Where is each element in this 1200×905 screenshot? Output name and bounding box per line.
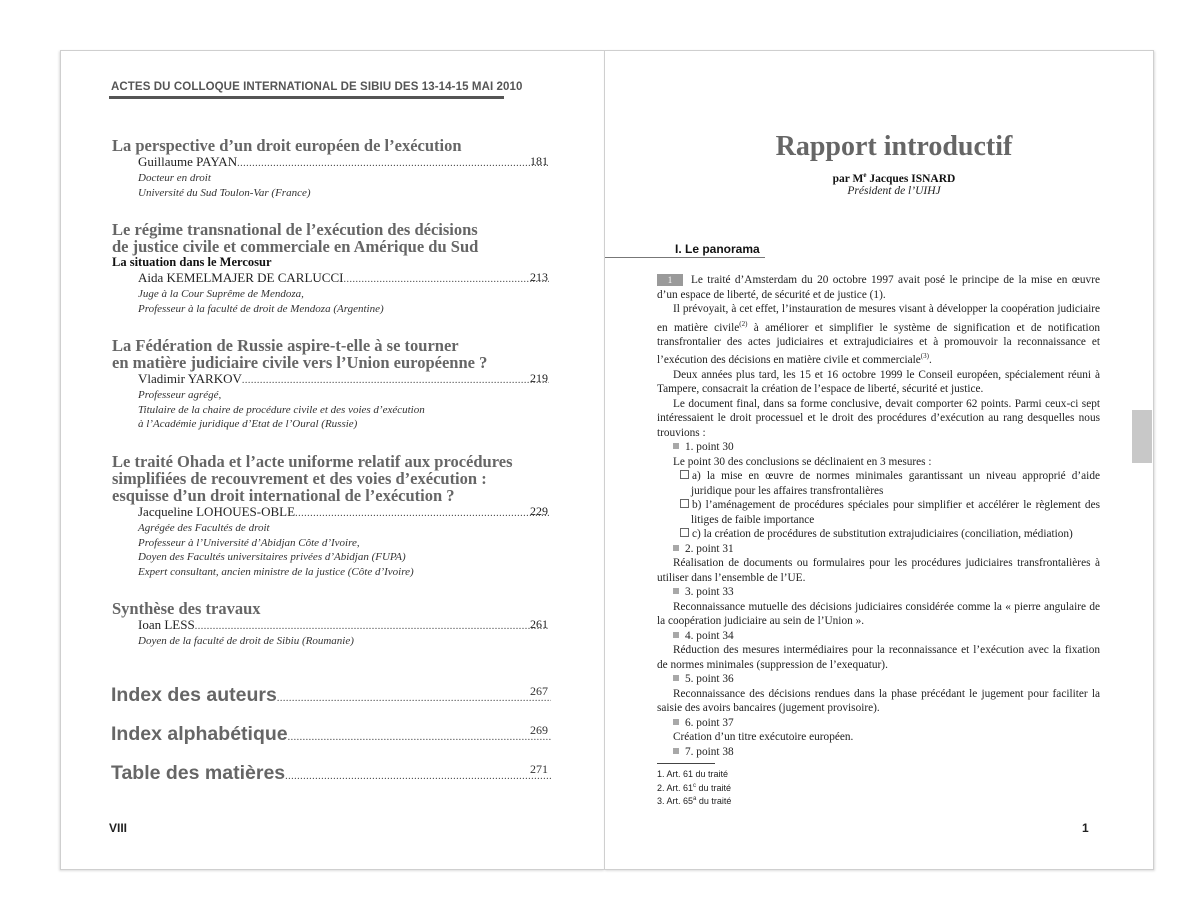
footnote-text: Art. 65 (666, 796, 694, 806)
running-head-rule (109, 96, 504, 99)
footnote-text: Art. 61 (666, 782, 694, 793)
thumb-index-tab (1132, 410, 1152, 463)
toc-entry (112, 137, 552, 200)
paragraph-text: à améliorer et simplifier le système de signification et de notification transfrontalier des actes judiciaires et extrajudiciaires et à promouvoir la reconnaissance et l’exécution des décisions en matière civile et commerciale (657, 321, 1100, 367)
footnote-sup: c (693, 782, 697, 789)
square-bullet-icon (673, 675, 679, 681)
toc-author: Vladimir YARKOV (138, 371, 242, 386)
toc-entry-title: en matière judiciaire civile vers l’Union européenne ? (112, 353, 488, 372)
paragraph: Reconnaissance des décisions rendues dans la phase précédant le jugement pour faciliter la saisie des avoirs bancaires (jugement provisoire). (657, 687, 1100, 715)
toc-affiliation: Agrégée des Facultés de droit (138, 522, 270, 534)
toc-affiliation: Professeur à la faculté de droit de Mendoza (Argentine) (138, 302, 384, 315)
paragraph: Réalisation de documents ou formulaires pour les procédures judiciaires transfrontalières à utiliser dans l’ensemble de l’UE. (657, 557, 1100, 584)
toc-entry-subtitle: La situation dans le Mercosur (112, 255, 272, 269)
list-item-label: 5. point 36 (685, 673, 734, 686)
toc-page-number: 269 (530, 723, 548, 737)
byline (605, 171, 1183, 185)
leader-dots (277, 693, 551, 704)
list-item-label: 2. point 31 (685, 542, 734, 555)
toc-affiliation: Titulaire de la chaire de procédure civile et des voies d’exécution (138, 403, 425, 416)
toc-affiliation: Doyen des Facultés universitaires privées d’Abidjan (FUPA) (138, 551, 406, 563)
toc-index-title: Index alphabétique (111, 723, 288, 745)
leader-dots (285, 771, 551, 782)
toc-page-number: 261 (530, 617, 548, 631)
toc-page-number: 219 (530, 371, 548, 385)
paragraph: Réduction des mesures intermédiaires pour la reconnaissance et l’exécution avec la fixation de normes minimales (suppression de l’exequatur). (657, 644, 1100, 671)
toc-affiliation: Université du Sud Toulon-Var (France) (138, 186, 311, 199)
list-item (657, 542, 1100, 557)
list-item (657, 629, 1100, 644)
checkbox-square-icon (680, 499, 689, 508)
toc-affiliation: Juge à la Cour Suprême de Mendoza, (138, 288, 304, 300)
footnote-text: du traité (696, 796, 732, 806)
toc-index-title: Index des auteurs (111, 684, 277, 706)
measure-text: b) l’aménagement de procédures spéciales pour simplifier et accélérer le règlement des litiges de faible importance (691, 499, 1100, 526)
list-item (657, 672, 1100, 687)
toc-index-entry (111, 684, 551, 707)
toc-author-line (112, 154, 549, 171)
footnote-text: Art. 61 du traité (666, 769, 729, 779)
paragraph: Reconnaissance mutuelle des décisions judiciaires considérée comme la « pierre angulaire de la coopération judiciaire au sein de l’Union ». (657, 600, 1100, 628)
square-bullet-icon (673, 588, 679, 594)
measure-item (657, 527, 1100, 542)
footnote-number: 2. (657, 782, 665, 793)
paragraph: Deux années plus tard, les 15 et 16 octobre 1999 le Conseil européen, spécialement réuni à Tampere, consacrait la création de l’espace de liberté, sécurité et justice. (657, 368, 1100, 396)
toc-author: Ioan LESS (138, 617, 195, 632)
toc-entry-title: Le traité Ohada et l’acte uniforme relatif aux procédures (112, 452, 513, 471)
paragraph: Création d’un titre exécutoire européen. (673, 731, 854, 744)
toc-affiliation: Expert consultant, ancien ministre de la justice (Côte d’Ivoire) (138, 565, 414, 578)
toc-entry-title: simplifiées de recouvrement et des voies d’exécution : (112, 469, 487, 488)
leader-dots (237, 156, 549, 171)
toc-author: Jacqueline LOHOUES-OBLE (138, 504, 296, 519)
byline-prefix: par M (832, 172, 864, 185)
toc-author-line (112, 617, 549, 634)
toc-page-number: 181 (530, 154, 548, 168)
measure-item (657, 498, 1100, 527)
toc-author-line (112, 371, 549, 388)
toc-index-entry (111, 762, 551, 785)
body-text (657, 273, 1100, 759)
toc-author-line (112, 270, 549, 287)
footnote-rule (657, 763, 715, 764)
page-folio: 1 (1082, 821, 1089, 835)
square-bullet-icon (673, 632, 679, 638)
list-item (657, 745, 1100, 760)
toc-entry (112, 337, 552, 432)
toc-page-number: 213 (530, 270, 548, 284)
measure-text: c) la création de procédures de substitution extrajudiciaires (conciliation, médiation) (692, 528, 1073, 541)
toc-affiliation: Professeur à l’Université d’Abidjan Côte d’Ivoire, (138, 536, 360, 549)
running-head: ACTES DU COLLOQUE INTERNATIONAL DE SIBIU DES 13-14-15 MAI 2010 (111, 81, 523, 93)
list-item (657, 440, 1100, 455)
leader-dots (288, 732, 551, 743)
byline-sup: e (863, 171, 867, 179)
toc-entry (112, 221, 552, 316)
list-item-label: 7. point 38 (685, 745, 734, 758)
section-heading: I. Le panorama (675, 242, 760, 256)
page-folio: VIII (109, 821, 128, 835)
paragraph-text: Le traité d’Amsterdam du 20 octobre 1997 avait posé le principe de la mise en œuvre d’un espace de liberté, de sécurité et de justice (1). (657, 274, 1100, 301)
toc-index-entry (111, 723, 551, 746)
footnote (657, 794, 731, 808)
toc-entry (112, 453, 552, 579)
list-item-label: 1. point 30 (685, 441, 734, 454)
byline-name: Jacques ISNARD (869, 172, 956, 185)
toc-page-number: 267 (530, 684, 548, 698)
toc-page-number: 271 (530, 762, 548, 776)
paragraph-text: Il prévoyait, à cet effet, l’instauration de mesures visant à développer la coopération judiciaire en matière civile (657, 303, 1100, 334)
footnote-text: du traité (696, 782, 732, 793)
toc-entry-title: La Fédération de Russie aspire-t-elle à se tourner (112, 336, 459, 355)
footnote (657, 781, 731, 795)
square-bullet-icon (673, 545, 679, 551)
leader-dots (295, 506, 549, 521)
paragraph-text: . (928, 354, 932, 367)
footnotes (657, 769, 731, 808)
toc-affiliation: Professeur agrégé, (138, 389, 222, 401)
leader-dots (195, 619, 549, 634)
paragraph-number-badge: 1 (657, 274, 683, 286)
toc-page-number: 229 (530, 504, 548, 518)
toc-entry-title: de justice civile et commerciale en Amérique du Sud (112, 237, 479, 256)
footnote-number: 1. (657, 769, 665, 779)
paragraph (657, 302, 1100, 368)
toc-author: Aida KEMELMAJER DE CARLUCCI (138, 270, 344, 285)
chapter-title: Rapport introductif (775, 131, 1013, 162)
measure-item (657, 469, 1100, 498)
footnote-number: 3. (657, 796, 665, 806)
paragraph: Le document final, dans sa forme conclusive, devait comporter 62 points. Parmi ceux-ci sept intéressaient le droit processuel et le droit des procédures d’exécution au rang desquelles nous trouvions : (657, 397, 1100, 439)
toc-entry-title: La perspective d’un droit européen de l’exécution (112, 136, 462, 155)
square-bullet-icon (673, 719, 679, 725)
leader-dots (242, 373, 549, 388)
paragraph: Le point 30 des conclusions se déclinaient en 3 mesures : (673, 455, 932, 468)
measure-text: a) la mise en œuvre de normes minimales garantissant un niveau approprié d’aide juridique pour les affaires transfrontalières (691, 470, 1100, 497)
toc-affiliation: à l’Académie juridique d’Etat de l’Oural (Russie) (138, 418, 358, 430)
toc-author-line (112, 504, 549, 521)
footnote-ref: (3) (920, 352, 929, 361)
list-item (657, 585, 1100, 600)
byline-role: Président de l’UIHJ (847, 185, 941, 197)
section-rule (605, 257, 765, 258)
list-item-label: 3. point 33 (685, 586, 734, 599)
toc-author: Guillaume PAYAN (138, 154, 238, 169)
list-item (657, 716, 1100, 731)
square-bullet-icon (673, 443, 679, 449)
square-bullet-icon (673, 748, 679, 754)
checkbox-square-icon (680, 528, 689, 537)
right-page (604, 50, 1154, 870)
toc-index-title: Table des matières (111, 762, 286, 784)
toc-affiliation: Docteur en droit (138, 172, 211, 184)
toc-entry-title: Le régime transnational de l’exécution des décisions (112, 220, 478, 239)
paragraph (657, 273, 1100, 302)
toc-entry-title: Synthèse des travaux (112, 599, 261, 618)
toc-entry-title: esquisse d’un droit international de l’exécution ? (112, 486, 455, 505)
toc-affiliation: Doyen de la faculté de droit de Sibiu (Roumanie) (138, 635, 354, 647)
footnote (657, 769, 731, 781)
checkbox-square-icon (680, 470, 689, 479)
toc-entry (112, 600, 552, 649)
list-item-label: 4. point 34 (685, 629, 734, 642)
leader-dots (343, 272, 549, 287)
footnote-ref: (2) (739, 319, 748, 328)
list-item-label: 6. point 37 (685, 716, 734, 729)
footnote-sup: a (693, 796, 697, 802)
left-page (60, 50, 605, 870)
